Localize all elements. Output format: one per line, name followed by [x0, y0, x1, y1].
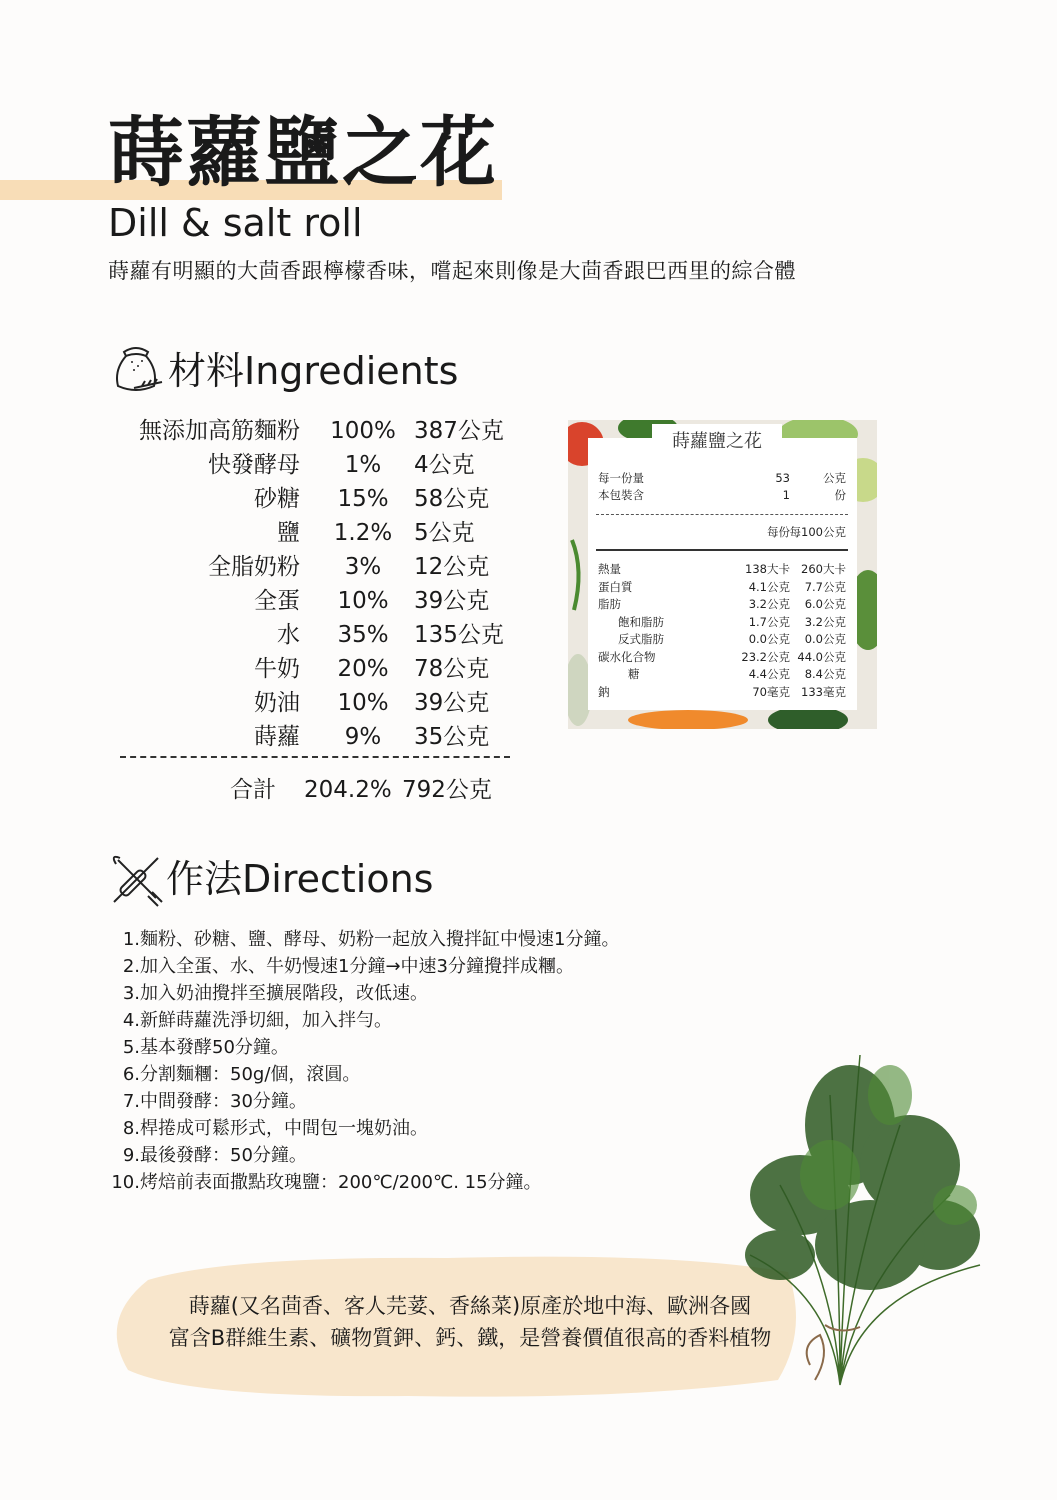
nutrition-label: [568, 420, 877, 729]
ingredient-amount: 58公克: [414, 486, 490, 512]
direction-step-text: 桿捲成可鬆形式，中間包一塊奶油。: [140, 1118, 428, 1139]
ingredient-name: 水: [277, 622, 300, 648]
ingredient-name: 牛奶: [254, 656, 300, 682]
direction-step-text: 分割麵糰：50g/個，滾圓。: [140, 1064, 361, 1085]
nutrition-row-per-serving: 0.0公克: [748, 632, 790, 646]
direction-step-text: 烤焙前表面撒點玫瑰鹽：200℃/200℃. 15分鐘。: [140, 1172, 542, 1193]
nutrition-serving-label: 每一份量: [598, 471, 644, 485]
direction-step-text: 加入奶油攪拌至擴展階段，改低速。: [140, 983, 428, 1004]
nutrition-col-per-100: 每100公克: [789, 525, 846, 539]
ingredient-amount: 4公克: [414, 452, 475, 478]
ingredient-row: [110, 686, 524, 720]
nutrition-row-per-100g: 3.2公克: [804, 614, 846, 629]
ingredient-row: [110, 414, 524, 448]
direction-step-text: 麵粉、砂糖、鹽、酵母、奶粉一起放入攪拌缸中慢速1分鐘。: [140, 929, 620, 950]
nutrition-row-label: 脂肪: [598, 597, 621, 611]
total-pct: 204.2%: [304, 777, 392, 803]
direction-step-number: 8.: [122, 1118, 140, 1139]
nutrition-row-label: 反式脂肪: [618, 632, 664, 646]
nutrition-row-per-100g: 8.4公克: [804, 667, 846, 681]
ingredient-name: 鹽: [277, 520, 300, 546]
direction-step-number: 3.: [122, 983, 140, 1004]
direction-step-number: 2.: [122, 956, 140, 977]
nutrition-row-label: 鈉: [598, 684, 610, 699]
ingredient-name: 奶油: [254, 690, 300, 716]
ingredient-percent: 20%: [337, 656, 389, 682]
nutrition-serving-value: 53: [775, 471, 790, 485]
direction-step: [108, 980, 728, 1007]
total-amount: 792公克: [402, 777, 492, 803]
ingredient-name: 砂糖: [254, 486, 300, 512]
ingredient-amount: 35公克: [414, 724, 490, 750]
direction-step-number: 7.: [122, 1091, 140, 1112]
direction-step: [108, 1007, 728, 1034]
ingredients-divider: [120, 756, 510, 758]
ingredient-percent: 10%: [337, 690, 389, 716]
total-label: 合計: [230, 777, 276, 803]
ingredient-name: 無添加高筋麵粉: [139, 418, 300, 444]
ingredient-amount: 78公克: [414, 656, 490, 682]
nutrition-row-per-100g: 133毫克: [801, 684, 846, 699]
ingredient-name: 快發酵母: [208, 452, 300, 478]
ingredient-amount: 39公克: [414, 690, 490, 716]
direction-step: [108, 926, 728, 953]
ingredient-amount: 12公克: [414, 554, 490, 580]
ingredients-table: [110, 414, 524, 754]
nutrition-serving-unit: 公克: [823, 471, 846, 485]
ingredient-row: [110, 652, 524, 686]
directions-list: [108, 926, 728, 1196]
direction-step-text: 最後發酵：50分鐘。: [140, 1145, 307, 1166]
nutrition-solid-rule: [596, 549, 848, 551]
direction-step-number: 1.: [122, 929, 140, 950]
nutrition-row-label: 碳水化合物: [598, 649, 656, 664]
direction-step-text: 加入全蛋、水、牛奶慢速1分鐘→中速3分鐘攪拌成糰。: [140, 956, 574, 977]
direction-step: [108, 1142, 728, 1169]
ingredient-percent: 1%: [344, 452, 382, 478]
nutrition-pack-value: 1: [782, 488, 790, 502]
ingredient-percent: 3%: [344, 554, 382, 580]
dill-fact: [120, 1290, 820, 1354]
ingredient-amount: 39公克: [414, 588, 490, 614]
nutrition-row-per-100g: 0.0公克: [804, 632, 846, 646]
ingredient-row: [110, 516, 524, 550]
page-description: 蒔蘿有明顯的大茴香跟檸檬香味，嚐起來則像是大茴香跟巴西里的綜合體: [108, 259, 796, 283]
direction-step: [108, 1088, 728, 1115]
direction-step-number: 4.: [122, 1010, 140, 1031]
direction-step: [108, 953, 728, 980]
ingredient-amount: 5公克: [414, 520, 475, 546]
nutrition-row-per-serving: 1.7公克: [748, 614, 790, 629]
direction-step-number: 5.: [122, 1037, 140, 1058]
direction-step-text: 基本發酵50分鐘。: [140, 1037, 289, 1058]
direction-step-text: 中間發酵：30分鐘。: [140, 1091, 307, 1112]
nutrition-title: 蒔蘿鹽之花: [652, 424, 782, 460]
whisk-rolling-pin-icon: [108, 852, 164, 908]
nutrition-row-label: 飽和脂肪: [618, 614, 664, 629]
ingredient-row: [110, 584, 524, 618]
ingredient-percent: 35%: [337, 622, 389, 648]
ingredient-percent: 100%: [330, 418, 396, 444]
directions-heading: 作法Directions: [166, 857, 434, 901]
direction-step: [108, 1061, 728, 1088]
page-subtitle: Dill & salt roll: [108, 201, 363, 245]
ingredient-row: [110, 720, 524, 754]
ingredient-percent: 15%: [337, 486, 389, 512]
ingredient-amount: 387公克: [414, 418, 504, 444]
nutrition-pack-unit: 份: [834, 488, 846, 502]
nutrition-dashed-rule: [596, 514, 848, 515]
nutrition-row-per-100g: 6.0公克: [804, 597, 846, 611]
direction-step-number: 10.: [111, 1172, 140, 1193]
dill-fact-line-2: 富含B群維生素、礦物質鉀、鈣、鐵，是營養價值很高的香料植物: [168, 1326, 772, 1350]
direction-step-number: 6.: [122, 1064, 140, 1085]
dill-fact-line-1: 蒔蘿(又名茴香、客人芫荽、香絲菜)原產於地中海、歐洲各國: [188, 1294, 752, 1318]
nutrition-card: [588, 438, 857, 710]
ingredient-percent: 9%: [344, 724, 382, 750]
nutrition-row-per-serving: 23.2公克: [741, 649, 790, 664]
page-title: 蒔蘿鹽之花: [108, 108, 498, 197]
nutrition-row-per-serving: 4.4公克: [748, 667, 790, 681]
ingredient-percent: 10%: [337, 588, 389, 614]
direction-step: [108, 1115, 728, 1142]
nutrition-col-per-serving: 每份: [767, 525, 790, 539]
nutrition-row-per-100g: 7.7公克: [804, 579, 846, 594]
nutrition-pack-label: 本包裝含: [598, 488, 644, 502]
direction-step: [108, 1169, 728, 1196]
ingredient-amount: 135公克: [414, 622, 504, 648]
nutrition-row-per-100g: 44.0公克: [797, 649, 846, 664]
nutrition-row-per-serving: 70毫克: [752, 684, 790, 699]
ingredient-row: [110, 550, 524, 584]
nutrition-row-per-serving: 3.2公克: [748, 597, 790, 611]
ingredient-row: [110, 448, 524, 482]
direction-step-text: 新鮮蒔蘿洗淨切細，加入拌勻。: [140, 1010, 392, 1031]
nutrition-row-label: 糖: [628, 667, 640, 681]
ingredient-row: [110, 482, 524, 516]
dill-bunch-icon: [740, 1035, 990, 1395]
direction-step-number: 9.: [122, 1145, 140, 1166]
flour-sack-icon: [108, 340, 164, 396]
nutrition-row-per-100g: 260大卡: [801, 562, 846, 576]
nutrition-row-per-serving: 138大卡: [745, 562, 790, 576]
nutrition-row-per-serving: 4.1公克: [748, 579, 790, 594]
ingredient-row: [110, 618, 524, 652]
nutrition-row-label: 蛋白質: [598, 579, 633, 594]
ingredient-name: 全脂奶粉: [208, 554, 300, 580]
direction-step: [108, 1034, 728, 1061]
ingredient-name: 全蛋: [254, 588, 300, 614]
ingredient-percent: 1.2%: [333, 520, 393, 546]
ingredient-name: 蒔蘿: [254, 724, 300, 750]
nutrition-row-label: 熱量: [598, 562, 621, 576]
ingredients-heading: 材料Ingredients: [168, 349, 459, 393]
